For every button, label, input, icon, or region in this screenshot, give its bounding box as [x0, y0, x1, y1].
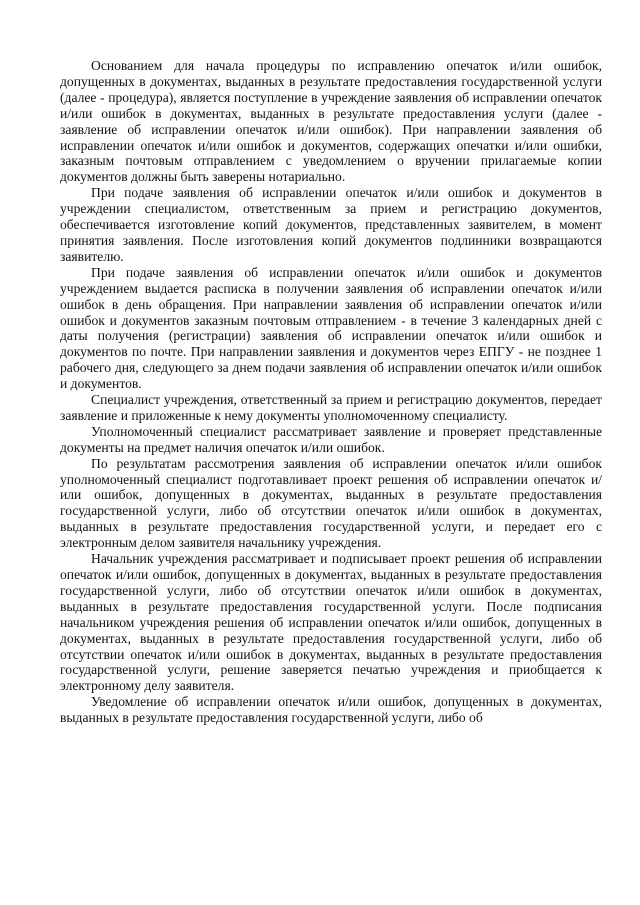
paragraph-specialist-review: Уполномоченный специалист рассматривает заявление и проверяет представленные документы на предмет наличия опечаток и/или ошибок. [60, 423, 602, 455]
paragraph-notification: Уведомление об исправлении опечаток и/или ошибок, допущенных в документах, выданных в результате предоставления государственной услуги, либо об [60, 694, 602, 726]
paragraph-grounds-for-procedure: Основанием для начала процедуры по исправлению опечаток и/или ошибок, допущенных в документах, выданных в результате предоставления государственной услуги (далее - процедура), является поступление в учреждение заявления об исправлении опечаток и/или ошибок в документах, выданных в результате предоставления услуги (далее - заявление об исправлении опечаток и/или ошибок). При направлении заявления об исправлении опечаток и/или ошибок и документов, содержащих опечатки и/или ошибки, заказным почтовым отправлением с уведомлением о вручении прилагаемые копии документов должны быть заверены нотариально. [60, 58, 602, 185]
document-body [60, 58, 602, 726]
paragraph-copies-of-documents: При подаче заявления об исправлении опечаток и/или ошибок и документов в учреждении специалистом, ответственным за прием и регистрацию документов, обеспечивается изготовление копий документов, представленных заявителем, в момент принятия заявления. После изготовления копий документов подлинники возвращаются заявителю. [60, 185, 602, 264]
paragraph-receipt-issuance: При подаче заявления об исправлении опечаток и/или ошибок и документов учреждением выдается расписка в получении заявления об исправлении опечаток и/или ошибок в день обращения. При направлении заявления об исправлении опечаток и/или ошибок и документов заказным почтовым отправлением - в течение 3 календарных дней с даты получения (регистрации) заявления об исправлении опечаток и/или ошибок и документов по почте. При направлении заявления и документов через ЕПГУ - не позднее 1 рабочего дня, следующего за днем подачи заявления об исправлении опечаток и/или ошибок и документов. [60, 264, 602, 392]
paragraph-transfer-to-specialist: Специалист учреждения, ответственный за прием и регистрацию документов, передает заявление и приложенные к нему документы уполномоченному специалисту. [60, 392, 602, 423]
paragraph-head-signature: Начальник учреждения рассматривает и подписывает проект решения об исправлении опечаток и/или ошибок, допущенных в документах, выданных в результате предоставления государственной услуги, либо об отсутствии опечаток и/или ошибок в документах, выданных в результате предоставления государственной услуги. После подписания начальником учреждения решения об исправлении опечаток и/или ошибок, допущенных в документах, выданных в результате предоставления государственной услуги, либо об отсутствии опечаток и/или ошибок в документах, выданных в результате предоставления государственной услуги, решение заверяется печатью учреждения и приобщается к электронному делу заявителя. [60, 551, 602, 694]
paragraph-draft-decision: По результатам рассмотрения заявления об исправлении опечаток и/или ошибок уполномоченный специалист подготавливает проект решения об исправлении опечаток и/или ошибок, допущенных в документах, выданных в результате предоставления государственной услуги, либо об отсутствии опечаток и/или ошибок в документах, выданных в результате предоставления государственной услуги, и передает его с электронным делом заявителя начальнику учреждения. [60, 455, 602, 551]
